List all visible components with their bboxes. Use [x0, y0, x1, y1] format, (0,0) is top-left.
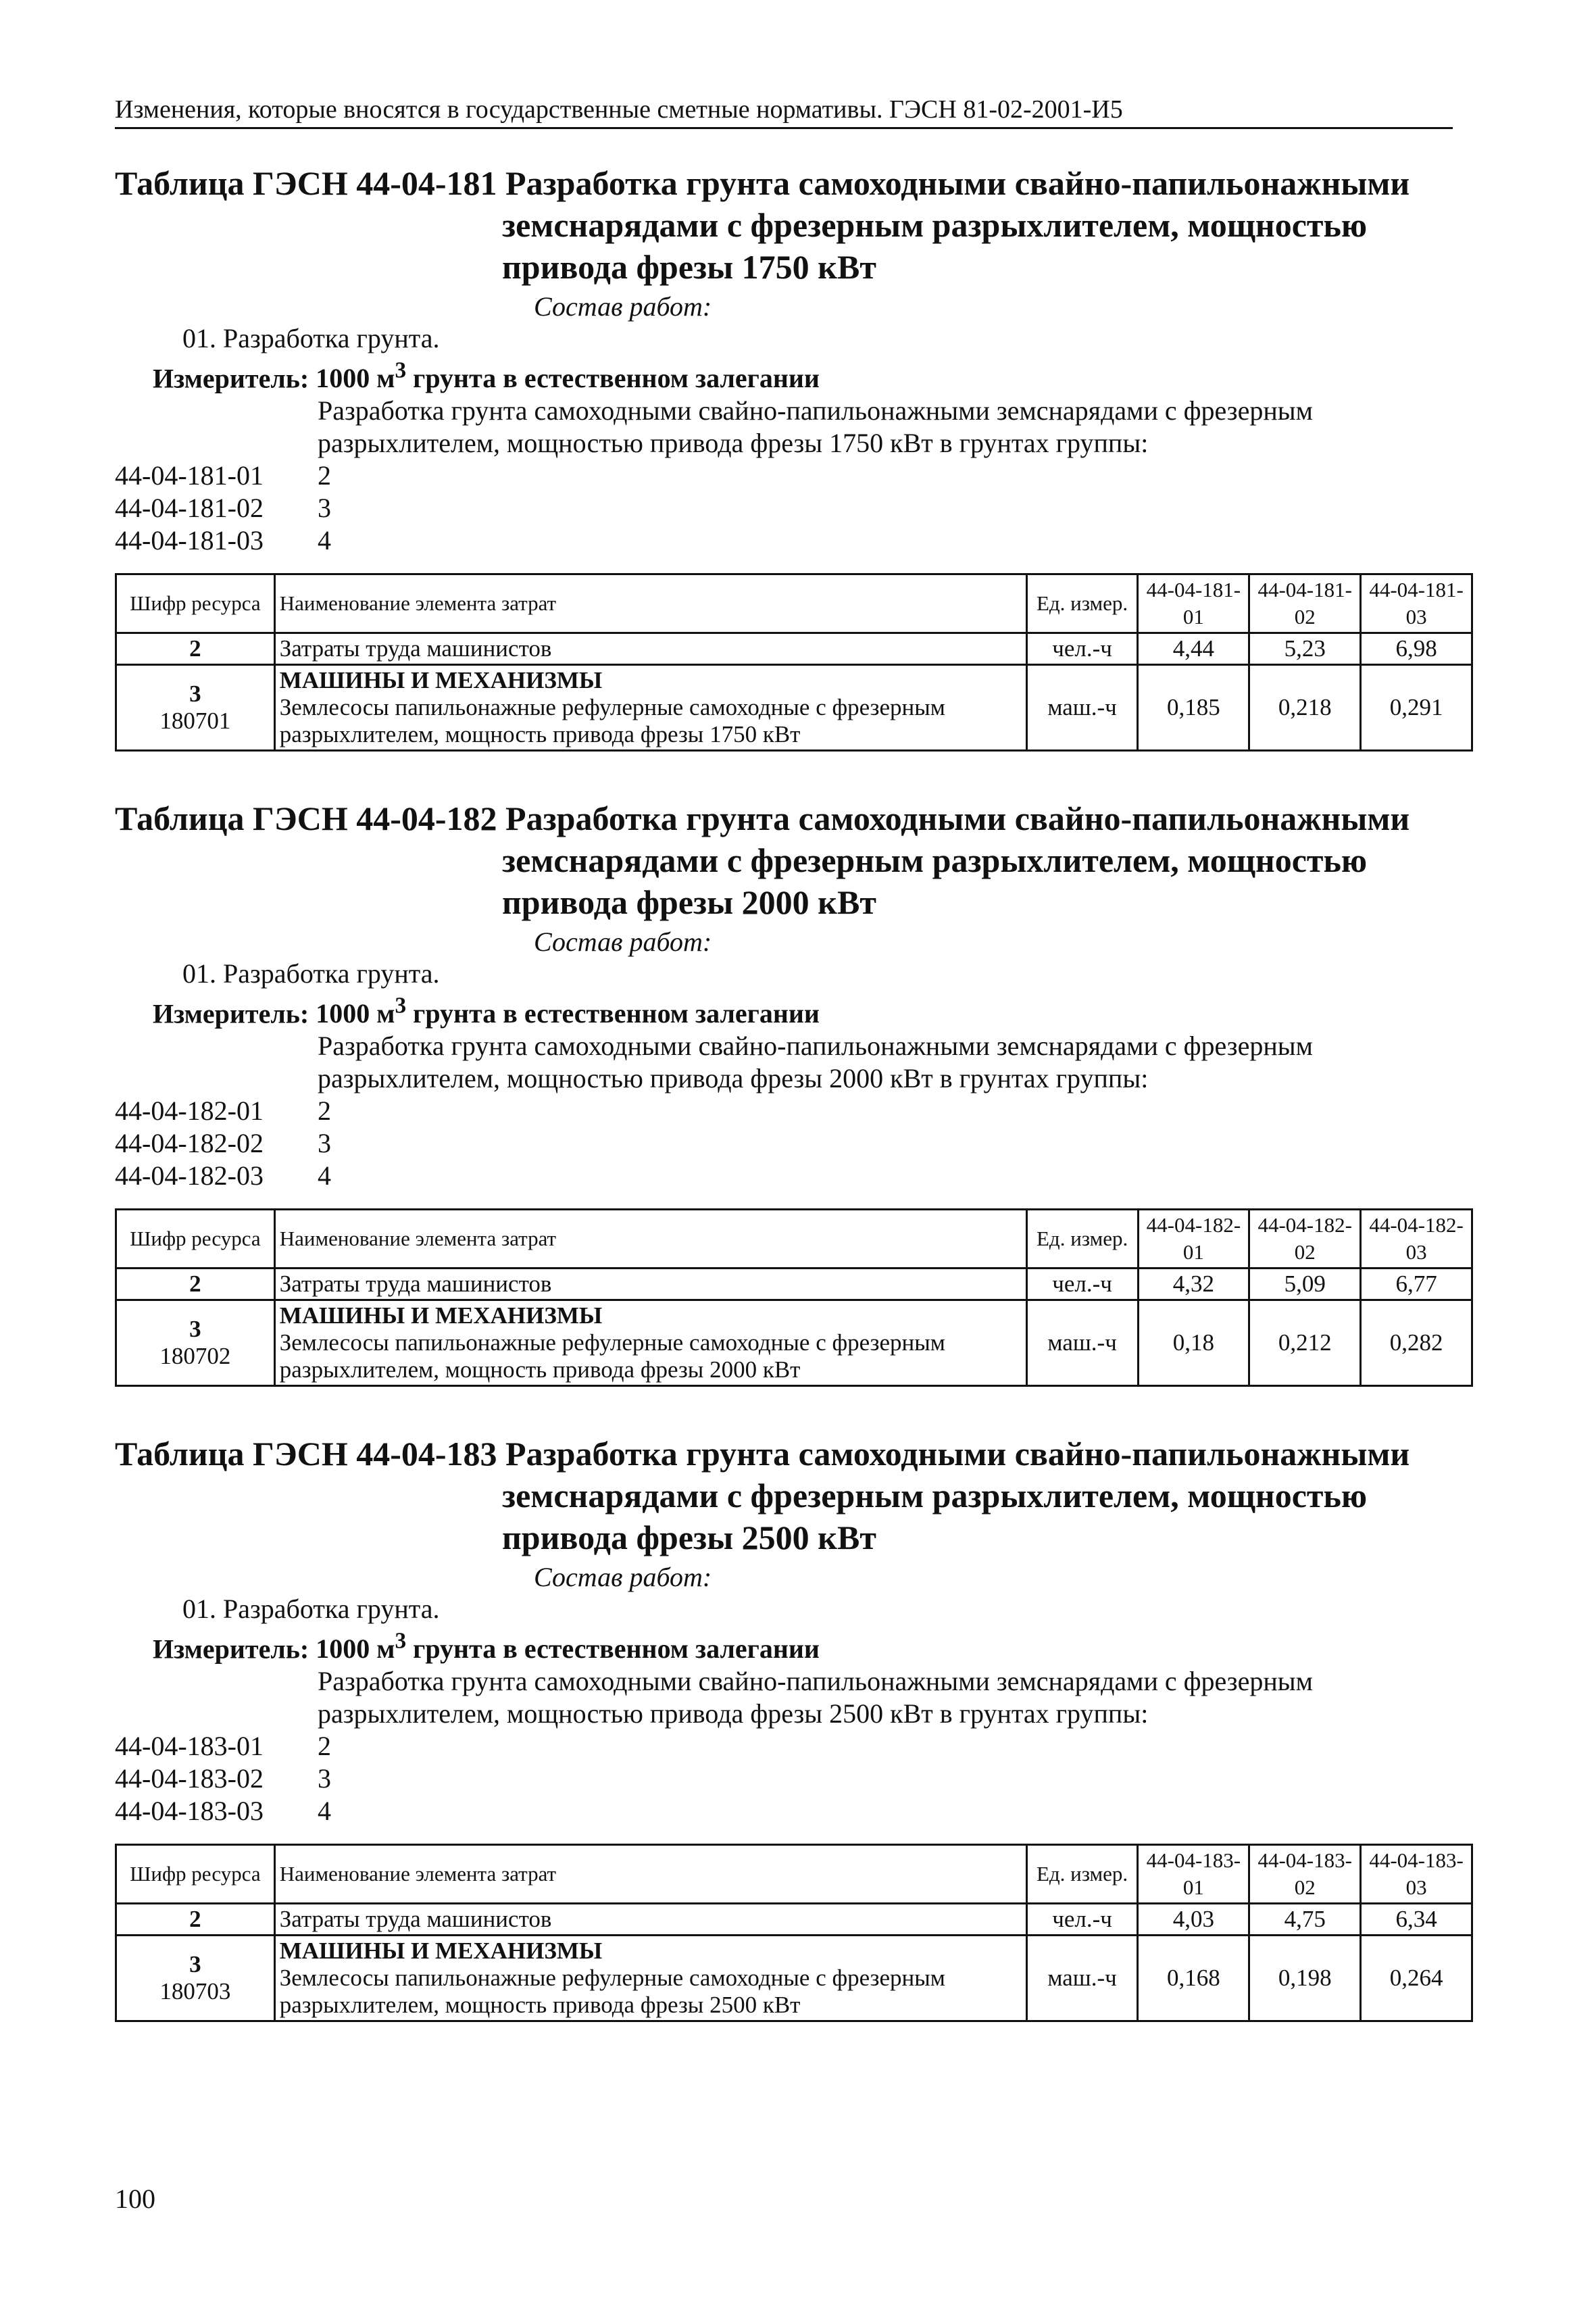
- col-header-unit: Ед. измер.: [1026, 574, 1138, 633]
- cost-table: [115, 1844, 1473, 2022]
- col-header-norm: 44-04-182-02: [1249, 1210, 1361, 1269]
- table-description: Разработка грунта самоходными свайно-папильонажными земснарядами с фрезерным разрыхлителем, мощностью привода фрезы 1750 кВт в грунтах группы:: [318, 395, 1313, 459]
- norm-code: 44-04-182-01: [115, 1096, 264, 1127]
- soil-group: 4: [318, 1160, 331, 1191]
- cost-table: [115, 573, 1473, 752]
- resource-code: [116, 1300, 275, 1386]
- col-header-name: Наименование элемента затрат: [274, 1210, 1026, 1269]
- table-title-lead: Таблица ГЭСН 44-04-183 Разработка грунта самоходными свайно-папильонажными: [115, 1435, 1410, 1473]
- table-header-row: [116, 1210, 1472, 1269]
- table-header-row: [116, 574, 1472, 633]
- resource-unit: маш.-ч: [1026, 1936, 1138, 2021]
- soil-group: 4: [318, 1796, 331, 1827]
- code-row: [115, 1095, 1473, 1127]
- resource-code: 2: [116, 633, 275, 665]
- resource-code: 2: [116, 1904, 275, 1936]
- measure-label: Измеритель:: [153, 363, 309, 394]
- table-description: Разработка грунта самоходными свайно-папильонажными земснарядами с фрезерным разрыхлителем, мощностью привода фрезы 2000 кВт в грунтах группы:: [318, 1031, 1313, 1094]
- col-header-unit: Ед. измер.: [1026, 1845, 1138, 1904]
- norm-value: 0,218: [1249, 665, 1361, 751]
- norm-code: 44-04-183-01: [115, 1731, 264, 1762]
- norm-code: 44-04-181-03: [115, 525, 264, 556]
- soil-group: 3: [318, 1128, 331, 1159]
- machine-code: 180702: [159, 1343, 231, 1370]
- col-header-norm: 44-04-183-02: [1249, 1845, 1361, 1904]
- work-item: 01. Разработка грунта.: [182, 958, 440, 989]
- section-name: МАШИНЫ И МЕХАНИЗМЫ: [279, 1938, 603, 1965]
- table-row: [116, 633, 1472, 665]
- resource-unit: чел.-ч: [1026, 1904, 1138, 1936]
- norm-value: 0,212: [1249, 1300, 1361, 1386]
- code-row: [115, 1127, 1473, 1160]
- norm-value: 4,32: [1138, 1269, 1249, 1300]
- norm-value: 0,264: [1361, 1936, 1472, 2021]
- code-row: [115, 1730, 1473, 1763]
- machine-name: Землесосы папильонажные рефулерные самоходные с фрезерным разрыхлителем, мощность привода фрезы 1750 кВт: [279, 694, 945, 748]
- table-description: Разработка грунта самоходными свайно-папильонажными земснарядами с фрезерным разрыхлителем, мощностью привода фрезы 2500 кВт в грунтах группы:: [318, 1666, 1313, 1729]
- norm-code: 44-04-183-03: [115, 1796, 264, 1827]
- running-header: Изменения, которые вносятся в государственные сметные нормативы. ГЭСН 81-02-2001-И5: [115, 95, 1453, 129]
- page-number: 100: [115, 2184, 155, 2214]
- section-code: 3: [189, 681, 201, 708]
- col-header-norm: 44-04-183-01: [1138, 1845, 1249, 1904]
- resource-unit: чел.-ч: [1026, 633, 1138, 665]
- resource-unit: маш.-ч: [1026, 665, 1138, 751]
- norm-value: 4,75: [1249, 1904, 1361, 1936]
- soil-group: 2: [318, 1096, 331, 1127]
- table-row: [116, 1300, 1472, 1386]
- measure-value-sup: 3: [395, 358, 407, 383]
- code-row: [115, 460, 1473, 492]
- code-row: [115, 524, 1473, 557]
- norm-code: 44-04-181-01: [115, 460, 264, 491]
- code-list: [115, 1730, 1473, 1827]
- col-header-norm: 44-04-181-02: [1249, 574, 1361, 633]
- code-row: [115, 1160, 1473, 1192]
- measure-label: Измеритель:: [153, 998, 309, 1029]
- table-title: [115, 797, 1473, 923]
- table-row: [116, 1269, 1472, 1300]
- table-title-continuation: земснарядами с фрезерным разрыхлителем, мощностью привода фрезы 1750 кВт: [502, 206, 1368, 286]
- norm-value: 6,34: [1361, 1904, 1472, 1936]
- col-header-code: Шифр ресурса: [116, 1845, 275, 1904]
- work-item: 01. Разработка грунта.: [182, 323, 440, 353]
- table-row: [116, 1936, 1472, 2021]
- soil-group: 2: [318, 1731, 331, 1762]
- col-header-norm: 44-04-181-03: [1361, 574, 1472, 633]
- col-header-norm: 44-04-182-01: [1138, 1210, 1249, 1269]
- table-title-continuation: земснарядами с фрезерным разрыхлителем, мощностью привода фрезы 2500 кВт: [502, 1477, 1368, 1556]
- measure-value: [316, 358, 820, 394]
- table-title-lead: Таблица ГЭСН 44-04-181 Разработка грунта самоходными свайно-папильонажными: [115, 164, 1410, 202]
- norm-value: 4,44: [1138, 633, 1249, 665]
- machine-name: Землесосы папильонажные рефулерные самоходные с фрезерным разрыхлителем, мощность привода фрезы 2500 кВт: [279, 1965, 945, 2019]
- measure-value-suffix: грунта в естественном залегании: [406, 998, 820, 1029]
- norm-value: 5,09: [1249, 1269, 1361, 1300]
- measure-value-suffix: грунта в естественном залегании: [406, 363, 820, 394]
- resource-name: Затраты труда машинистов: [274, 1904, 1026, 1936]
- resource-name: [274, 665, 1026, 751]
- col-header-norm: 44-04-181-01: [1138, 574, 1249, 633]
- composition-label: Состав работ:: [534, 1562, 712, 1592]
- section-name: МАШИНЫ И МЕХАНИЗМЫ: [279, 1302, 603, 1329]
- section-name: МАШИНЫ И МЕХАНИЗМЫ: [279, 667, 603, 694]
- norm-table-section: [115, 162, 1473, 752]
- measure-line: [115, 990, 1473, 1030]
- composition-label: Состав работ:: [534, 291, 712, 322]
- resource-name: Затраты труда машинистов: [274, 1269, 1026, 1300]
- norm-value: 6,77: [1361, 1269, 1472, 1300]
- measure-line: [115, 1625, 1473, 1665]
- norm-code: 44-04-182-02: [115, 1128, 264, 1159]
- machine-code: 180701: [159, 708, 231, 735]
- cost-table: [115, 1208, 1473, 1387]
- composition-label: Состав работ:: [534, 927, 712, 957]
- resource-code: 2: [116, 1269, 275, 1300]
- code-list: [115, 460, 1473, 557]
- col-header-norm: 44-04-183-03: [1361, 1845, 1472, 1904]
- resource-code: [116, 1936, 275, 2021]
- norm-value: 0,198: [1249, 1936, 1361, 2021]
- resource-unit: чел.-ч: [1026, 1269, 1138, 1300]
- section-code: 3: [189, 1951, 201, 1978]
- measure-value-prefix: 1000 м: [316, 1633, 395, 1665]
- resource-unit: маш.-ч: [1026, 1300, 1138, 1386]
- col-header-code: Шифр ресурса: [116, 574, 275, 633]
- measure-label: Измеритель:: [153, 1633, 309, 1665]
- col-header-norm: 44-04-182-03: [1361, 1210, 1472, 1269]
- measure-value: [316, 1629, 820, 1665]
- table-title: [115, 162, 1473, 288]
- table-title-continuation: земснарядами с фрезерным разрыхлителем, мощностью привода фрезы 2000 кВт: [502, 841, 1368, 921]
- norm-value: 0,18: [1138, 1300, 1249, 1386]
- norm-value: 0,185: [1138, 665, 1249, 751]
- measure-value-prefix: 1000 м: [316, 363, 395, 394]
- code-list: [115, 1095, 1473, 1192]
- soil-group: 2: [318, 460, 331, 491]
- code-row: [115, 492, 1473, 524]
- resource-name: [274, 1936, 1026, 2021]
- col-header-name: Наименование элемента затрат: [274, 574, 1026, 633]
- table-header-row: [116, 1845, 1472, 1904]
- soil-group: 3: [318, 493, 331, 524]
- soil-group: 4: [318, 525, 331, 556]
- norm-table-section: [115, 1433, 1473, 2022]
- code-row: [115, 1795, 1473, 1827]
- norm-value: 4,03: [1138, 1904, 1249, 1936]
- resource-name: Затраты труда машинистов: [274, 633, 1026, 665]
- norm-value: 5,23: [1249, 633, 1361, 665]
- norm-value: 0,282: [1361, 1300, 1472, 1386]
- measure-value: [316, 993, 820, 1029]
- norm-value: 0,168: [1138, 1936, 1249, 2021]
- section-code: 3: [189, 1316, 201, 1343]
- col-header-code: Шифр ресурса: [116, 1210, 275, 1269]
- measure-value-prefix: 1000 м: [316, 998, 395, 1029]
- machine-name: Землесосы папильонажные рефулерные самоходные с фрезерным разрыхлителем, мощность привода фрезы 2000 кВт: [279, 1329, 945, 1383]
- table-row: [116, 1904, 1472, 1936]
- measure-value-sup: 3: [395, 993, 407, 1018]
- measure-value-suffix: грунта в естественном залегании: [406, 1633, 820, 1665]
- table-title: [115, 1433, 1473, 1558]
- table-title-lead: Таблица ГЭСН 44-04-182 Разработка грунта самоходными свайно-папильонажными: [115, 799, 1410, 837]
- resource-name: [274, 1300, 1026, 1386]
- machine-code: 180703: [159, 1978, 231, 2005]
- col-header-name: Наименование элемента затрат: [274, 1845, 1026, 1904]
- norm-value: 0,291: [1361, 665, 1472, 751]
- work-item: 01. Разработка грунта.: [182, 1594, 440, 1624]
- norm-value: 6,98: [1361, 633, 1472, 665]
- norm-code: 44-04-183-02: [115, 1763, 264, 1794]
- soil-group: 3: [318, 1763, 331, 1794]
- norm-code: 44-04-182-03: [115, 1160, 264, 1191]
- norm-code: 44-04-181-02: [115, 493, 264, 524]
- measure-line: [115, 355, 1473, 395]
- code-row: [115, 1763, 1473, 1795]
- table-row: [116, 665, 1472, 751]
- resource-code: [116, 665, 275, 751]
- measure-value-sup: 3: [395, 1629, 407, 1654]
- col-header-unit: Ед. измер.: [1026, 1210, 1138, 1269]
- norm-table-section: [115, 797, 1473, 1387]
